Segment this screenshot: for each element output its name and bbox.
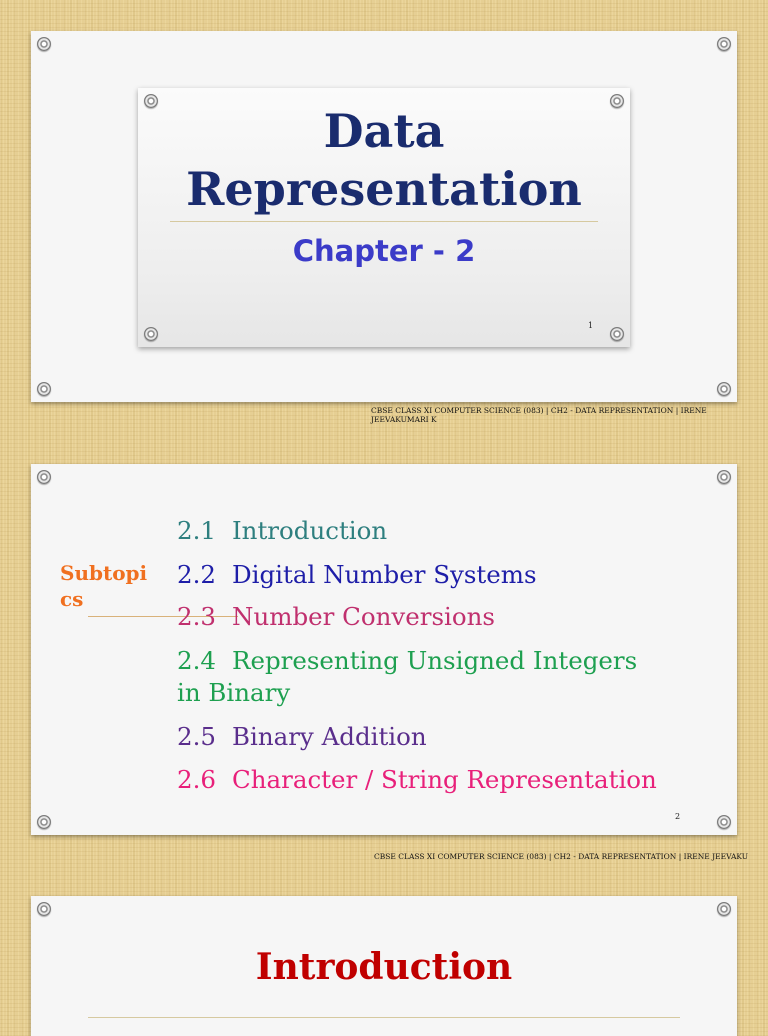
topic-item: [177, 764, 657, 796]
pushpin-icon: [717, 37, 731, 51]
footer-line-1: CBSE CLASS XI COMPUTER SCIENCE (083) | CH2 - DATA REPRESENTATION | IRENE JEEVAKU: [374, 852, 749, 861]
topic-text: Binary Addition: [232, 722, 427, 751]
topic-text: Number Conversions: [232, 602, 495, 631]
topic-number: 2.3: [177, 602, 216, 631]
title-divider: [170, 221, 598, 222]
topic-item: [177, 601, 495, 633]
pushpin-icon: [610, 327, 624, 341]
slide-footer: [371, 406, 707, 424]
pushpin-icon: [37, 37, 51, 51]
slide-title: [138, 102, 630, 218]
subtopics-label-line-1: Subtopi: [60, 561, 148, 585]
page-number: 2: [675, 812, 681, 821]
pushpin-icon: [717, 470, 731, 484]
slide-title: Introduction: [255, 946, 513, 988]
pushpin-icon: [37, 470, 51, 484]
topic-text: Introduction: [232, 516, 388, 545]
pushpin-icon: [37, 902, 51, 916]
title-card: [138, 88, 630, 347]
pushpin-icon: [717, 815, 731, 829]
footer-line-1: CBSE CLASS XI COMPUTER SCIENCE (083) | CH2 - DATA REPRESENTATION | IRENE: [371, 406, 707, 415]
subtopics-label-line-2: cs: [60, 587, 84, 611]
title-divider: [88, 1017, 680, 1018]
title-line-2: Representation: [186, 162, 582, 216]
pushpin-icon: [144, 327, 158, 341]
pushpin-icon: [717, 382, 731, 396]
topic-item: [177, 645, 637, 709]
topic-text-continued: in Binary: [177, 678, 291, 707]
topic-number: 2.1: [177, 516, 216, 545]
topic-number: 2.2: [177, 560, 216, 589]
topic-text: Representing Unsigned Integers: [232, 646, 638, 675]
pushpin-icon: [37, 382, 51, 396]
topic-number: 2.5: [177, 722, 216, 751]
topic-item: [177, 559, 537, 591]
topic-number: 2.6: [177, 765, 216, 794]
chapter-subtitle: Chapter - 2: [292, 234, 476, 268]
subtopics-label: [60, 560, 170, 612]
title-line-1: Data: [323, 104, 445, 158]
topic-number: 2.4: [177, 646, 216, 675]
slide-footer: [374, 852, 748, 861]
footer-line-2: JEEVAKUMARI K: [371, 415, 437, 424]
topic-text: Character / String Representation: [232, 765, 657, 794]
topic-text: Digital Number Systems: [232, 560, 537, 589]
pushpin-icon: [37, 815, 51, 829]
page-number: 1: [588, 321, 594, 330]
topic-item: [177, 515, 387, 547]
topic-item: [177, 721, 427, 753]
pushpin-icon: [717, 902, 731, 916]
